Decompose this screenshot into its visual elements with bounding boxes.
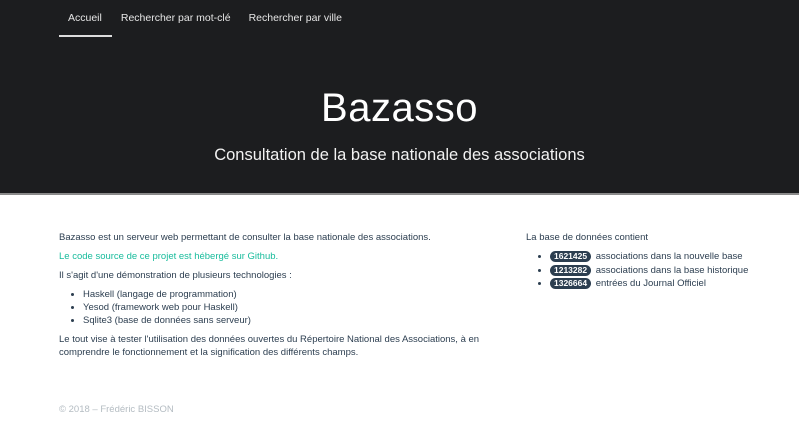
- list-item: • Yesod (framework web pour Haskell): [83, 301, 509, 314]
- count-badge: 1326664: [550, 278, 591, 289]
- tech-intro-text: Il s'agit d'une démonstration de plusieurs technologies :: [59, 270, 292, 281]
- nav-item-accueil[interactable]: Accueil: [59, 0, 112, 37]
- github-source-link[interactable]: Le code source de ce projet est hébergé sur Github.: [59, 251, 279, 262]
- top-nav: [59, 0, 351, 37]
- stats-heading: La base de données contient: [526, 232, 649, 243]
- hero-banner: [0, 0, 799, 195]
- stat-label: associations dans la base historique: [595, 264, 749, 276]
- stats-list: [550, 250, 786, 291]
- about-column: [59, 231, 509, 365]
- page-title: Bazasso: [321, 86, 478, 130]
- page-subtitle: Consultation de la base nationale des associations: [214, 146, 585, 164]
- list-item: • Sqlite3 (base de données sans serveur): [83, 314, 509, 327]
- stats-column: [526, 231, 786, 291]
- intro-text: Bazasso est un serveur web permettant de consulter la base nationale des associations.: [59, 232, 431, 243]
- footer-copyright: © 2018 – Frédéric BISSON: [59, 404, 174, 415]
- list-item: • Haskell (langage de programmation): [83, 288, 509, 301]
- stat-label: entrées du Journal Officiel: [595, 278, 706, 289]
- nav-item-search-city[interactable]: Rechercher par ville: [248, 12, 342, 24]
- nav-item-search-keyword[interactable]: Rechercher par mot-clé: [120, 12, 231, 24]
- stat-item: [550, 250, 786, 264]
- stat-item: [550, 264, 786, 278]
- count-badge: 1621425: [550, 251, 591, 262]
- stat-label: associations dans la nouvelle base: [595, 251, 743, 262]
- technology-list: [83, 288, 509, 327]
- goal-text: Le tout vise à tester l'utilisation des données ouvertes du Répertoire National des Associations, à en comprendre le fonctionnement et la signification des différents champs.: [59, 334, 480, 358]
- count-badge: 1213282: [550, 265, 591, 276]
- stat-item: [550, 277, 786, 291]
